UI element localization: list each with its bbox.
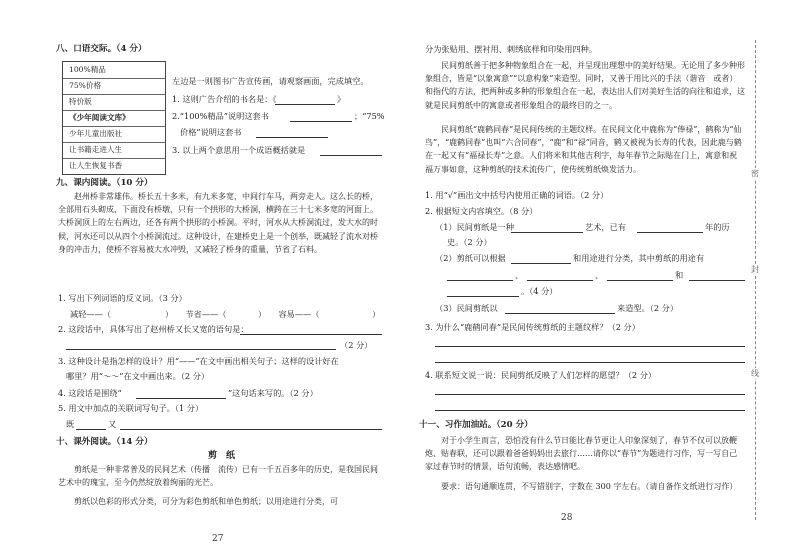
s8-q3: 3. 以上两个意思用一个成语概括就是 xyxy=(172,145,306,155)
s8-q2: 2.“100%精品”说明这套书 xyxy=(172,111,269,121)
ad-line: 让书籍走进人生 xyxy=(69,145,123,154)
r-q2: 2. 根据短文内容填空。（8 分） xyxy=(425,206,538,216)
s9-q5: 5. 用文中加点的关联词写句子。（1 分） xyxy=(58,403,204,413)
answer-line[interactable] xyxy=(435,346,745,347)
answer-line[interactable] xyxy=(66,349,336,350)
answer-line[interactable] xyxy=(435,394,745,395)
answer-line[interactable] xyxy=(120,429,382,430)
section-11-title: 十一、习作加油站。（20 分） xyxy=(419,420,533,430)
page-number: 27 xyxy=(212,534,224,544)
answer-blank[interactable] xyxy=(637,232,703,233)
s9-q1: 1. 写出下列词语的反义词。（3 分） xyxy=(58,293,187,303)
answer-blank[interactable] xyxy=(447,296,519,297)
s8-intro: 左边是一则图书广告宣传画，请观察画面，完成填空。 xyxy=(172,76,369,86)
answer-blank[interactable] xyxy=(511,232,583,233)
r-para3: 民间剪纸“鹿鹤同春”是民间传统的主题纹样。在民间文化中鹿称为“俸禄”，鹤称为“仙鸟”，“鹿鹤同春”也叫“六合同春”，“鹿”和“禄”同音，鹤又被视为长寿的代表，因此鹿与鹤在一起又有“福禄长寿”之意。人们将米和其他吉利字，每年春节之际贴在门上，寓意和祝福万事如意，这种剪纸的技术流传广，使传统剪纸焕发活力。 xyxy=(425,125,742,174)
ad-line: 75%价格 xyxy=(69,81,102,90)
s9-q2: 2. 这段话中，具体写出了赵州桥又长又宽的语句是： xyxy=(58,324,249,334)
answer-blank[interactable] xyxy=(447,280,513,281)
s10-para1: 剪纸是一种非常普及的民间艺术（传播 流传）已有一千五百多年的历史，是我国民间艺术中的瑰宝，至今仍然绽放着绚丽的光芒。 xyxy=(58,465,378,488)
answer-blank[interactable] xyxy=(505,313,615,314)
left-page: 八、口语交际。（4 分） 100%精品 75%价格 特价版 《少年阅读文库》 少年儿童出版社 让书籍走进人生 让人生恢复书香 左边是一则图书广告宣传画，请观察画面，完成填空。 1. 这则广告介绍的书名是：《 》 2.“100%精品”说明这套书 ；“75% 价格”说明这套书 3. 以上两个意思用一个成语概括就是 九、课内阅读。（10 分） 赵州桥非常雄伟。桥长五十多米，有九米多宽，中间行车马，两旁走人。这么长的桥，全部用石头砌成，下面没有桥墩，只有一个拱形的大桥洞，横跨在三十七米多宽的河面上。大桥洞顶上的左右两边，还各有两个拱形的小桥洞。平时，河水从大桥洞流过，发大水的时候，河水还可以从四个小桥洞流过。这种设计，在建桥史上是一个创举，既减轻了流水对桥身的冲击力，使桥不容易被大水冲毁，又减轻了桥身的重量，节省了石料。 1. 写出下列词语的反义词。（3 分） 减轻——（ ） 节省——（ ） 容易——（ ） 2. 这段话中，具体写出了赵州桥又长又宽的语句是： （2 分） 3. 这种设计是指怎样的设计？用“——”在文中画出相关句子；这样的设计好在 哪里？用“～～”在文中画出来。（2 分） 4. 这段话是围绕“ ”这句话来写的。（2 分） 5. 用文中加点的关联词写句子。（1 分） 既 又 十、课外阅读。（14 分） 剪 纸 剪纸是一种非常普及的民间艺术（传播 流传）已有一千五百多年的历史，是我国民间艺术中的瑰宝，至今仍然绽放着绚丽的光芒。 剪纸以色彩的形式分类，可分为彩色剪纸和单色剪纸；以用途进行分类，可 27 xyxy=(56,44,385,544)
s11-requirements: 要求：语句通顺连贯，不写错别字，字数在 300 字左右。（请自备作文纸进行习作） xyxy=(441,482,738,491)
s8-q1: 1. 这则广告介绍的书名是：《 xyxy=(172,94,277,104)
answer-line[interactable] xyxy=(435,410,745,411)
page-number: 28 xyxy=(561,513,573,523)
answer-line[interactable] xyxy=(435,362,745,363)
ad-line: 100%精品 xyxy=(69,65,106,74)
r-para2: 民间剪纸善于把多种物象组合在一起，并呈现出理想中的美好结果。无论用了多少种形象组合，皆是“以象寓意”“以意构象”来造型。同时，又善于用比兴的手法（谐音 或者）和指代的方法，把两种或多种的形象组合在一起，表达出人们对美好生活的向往和追求，这就是民间剪纸中的寓意或者形象组合的最终目的之一。 xyxy=(425,61,745,110)
answer-blank[interactable] xyxy=(290,121,352,122)
answer-blank[interactable] xyxy=(527,280,593,281)
answer-blank[interactable] xyxy=(76,429,106,430)
section-10-title: 十、课外阅读。（14 分） xyxy=(56,437,153,447)
answer-line[interactable] xyxy=(240,334,382,335)
s11-prompt: 对于小学生而言，恐怕没有什么节日能比春节更让人印象深刻了，春节不仅可以放鞭炮、贴春联，还可以跟着爸爸妈妈出去旅行……请你以“春节”为题进行习作，写一写自己家过春节时的情景，语句流畅，表达感情吧。 xyxy=(425,436,738,472)
right-page: 分为张贴用、摆衬用、刺绣底样和印染用四种。 民间剪纸善于把多种物象组合在一起，并呈现出理想中的美好结果。无论用了多少种形象组合，皆是“以象寓意”“以意构象”来造型。同时，又善于用比兴的手法（谐音 或者）和指代的方法，把两种或多种的形象组合在一起，表达出人们对美好生活的向往和追求，这就是民间剪纸中的寓意或者形象组合的最终目的之一。 民间剪纸“鹿鹤同春”是民间传统的主题纹样。在民间文化中鹿称为“俸禄”，鹤称为“仙鸟”，“鹿鹤同春”也叫“六合同春”，“鹿”和“禄”同音，鹤又被视为长寿的代表，因此鹿与鹤在一起又有“福禄长寿”之意。人们将米和其他吉利字，每年春节之际贴在门上，寓意和祝福万事如意，这种剪纸的技术流传广，使传统剪纸焕发活力。 1. 用“√”画出文中括号内使用正确的词语。（2 分） 2. 根据短文内容填空。（8 分） （1）民间剪纸是一种 艺术，已有 年的历 史。（2 分） （2）剪纸可以根据 和用途进行分类，其中剪纸的用途有 、 、 和 。（4 分） （3）民间剪纸以 来造型。（2 分） 3. 为什么“鹿鹤同春”是民间传统剪纸的主题纹样？（2 分） 4. 联系短文说一说：民间剪纸反映了人们怎样的愿望？（2 分） 十一、习作加油站。（20 分） 对于小学生而言，恐怕没有什么节日能比春节更让人印象深刻了，春节不仅可以放鞭炮、贴春联，还可以跟着爸爸妈妈出去旅行……请你以“春节”为题进行习作，写一写自己家过春节时的情景，语句流畅，表达感情吧。 要求：语句通顺连贯，不写错别字，字数在 300 字左右。（请自备作文纸进行习作） 28 密 封 线 xyxy=(405,0,800,560)
ad-line: 让人生恢复书香 xyxy=(69,161,123,170)
r-q1: 1. 用“√”画出文中括号内使用正确的词语。（2 分） xyxy=(425,190,609,200)
seal-mark: 密 xyxy=(751,169,759,178)
seal-line xyxy=(755,40,756,520)
answer-blank[interactable] xyxy=(136,398,226,399)
ad-line: 特价版 xyxy=(69,97,92,106)
seal-mark: 线 xyxy=(751,369,759,378)
seal-mark: 封 xyxy=(751,265,759,274)
ad-line: 少年儿童出版社 xyxy=(69,129,123,138)
answer-blank[interactable] xyxy=(689,280,745,281)
s9-passage: 赵州桥非常雄伟。桥长五十多米，有九米多宽，中间行车马，两旁走人。这么长的桥，全部用石头砌成，下面没有桥墩，只有一个拱形的大桥洞，横跨在三十七米多宽的河面上。大桥洞顶上的左右两边，还各有两个拱形的小桥洞。平时，河水从大桥洞流过，发大水的时候，河水还可以从四个小桥洞流过。这种设计，在建桥史上是一个创举，既减轻了流水对桥身的冲击力，使桥不容易被大水冲毁，又减轻了桥身的重量，节省了石料。 xyxy=(58,192,378,254)
ad-line: 《少年阅读文库》 xyxy=(69,113,130,122)
r-cont1: 分为张贴用、摆衬用、刺绣底样和印染用四种。 xyxy=(425,44,597,54)
answer-blank[interactable] xyxy=(607,280,673,281)
article-title: 剪 纸 xyxy=(208,451,236,461)
s10-para2: 剪纸以色彩的形式分类，可分为彩色剪纸和单色剪纸；以用途进行分类，可 xyxy=(74,497,338,506)
s9-q4: 4. 这段话是围绕“ xyxy=(58,388,122,398)
answer-blank[interactable] xyxy=(256,137,328,138)
answer-blank[interactable] xyxy=(320,155,382,156)
section-8-title: 八、口语交际。（4 分） xyxy=(56,44,147,54)
answer-blank[interactable] xyxy=(275,104,335,105)
answer-blank[interactable] xyxy=(511,263,571,264)
ad-poster-box xyxy=(62,61,166,175)
r-q3: 3. 为什么“鹿鹤同春”是民间传统剪纸的主题纹样？（2 分） xyxy=(425,322,640,332)
r-q4: 4. 联系短文说一说：民间剪纸反映了人们怎样的愿望？（2 分） xyxy=(425,370,657,380)
s9-q3: 3. 这种设计是指怎样的设计？用“——”在文中画出相关句子；这样的设计好在 xyxy=(58,356,339,366)
section-9-title: 九、课内阅读。（10 分） xyxy=(56,178,153,188)
